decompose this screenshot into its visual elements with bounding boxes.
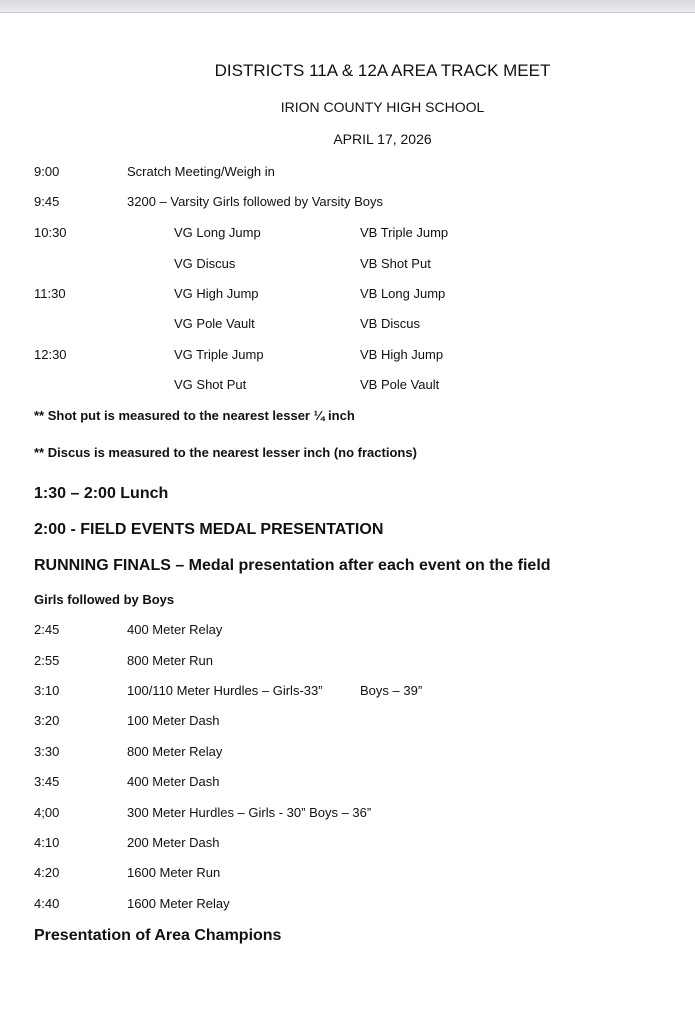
field-boys-event: VB Long Jump — [360, 286, 446, 301]
page-title: DISTRICTS 11A & 12A AREA TRACK MEET — [214, 61, 551, 80]
discus-note: ** Discus is measured to the nearest lesser inch (no fractions) — [34, 445, 417, 460]
running-finals-heading: RUNNING FINALS – Medal presentation after each event on the field — [34, 557, 551, 574]
running-event: 1600 Meter Run — [127, 865, 221, 880]
field-girls-event: VG Long Jump — [174, 225, 261, 240]
field-time: 12:30 — [34, 347, 67, 362]
field-time: 11:30 — [34, 286, 66, 301]
field-girls-event: VG High Jump — [174, 286, 259, 301]
running-time: 2:55 — [34, 653, 60, 668]
closing-heading: Presentation of Area Champions — [34, 927, 282, 944]
field-medal-heading: 2:00 - FIELD EVENTS MEDAL PRESENTATION — [34, 521, 384, 538]
running-time: 4:10 — [34, 835, 60, 850]
order-subheading: Girls followed by Boys — [34, 592, 175, 607]
schedule-event: Scratch Meeting/Weigh in — [127, 164, 275, 179]
field-girls-event: VG Shot Put — [174, 377, 247, 392]
lunch-heading: 1:30 – 2:00 Lunch — [34, 485, 169, 502]
running-event: 100 Meter Dash — [127, 713, 220, 728]
running-time: 4:20 — [34, 865, 60, 880]
school-name: IRION COUNTY HIGH SCHOOL — [280, 99, 485, 115]
running-time: 2:45 — [34, 622, 60, 637]
field-girls-event: VG Pole Vault — [174, 316, 255, 331]
shot-put-note: ** Shot put is measured to the nearest lesser ¼ inch — [34, 408, 355, 423]
running-event-extra: Boys – 39” — [360, 683, 423, 698]
running-time: 3:20 — [34, 713, 60, 728]
field-boys-event: VB Pole Vault — [360, 377, 440, 392]
field-boys-event: VB Discus — [360, 316, 420, 331]
running-event: 800 Meter Relay — [127, 744, 223, 759]
field-boys-event: VB Shot Put — [360, 256, 431, 271]
running-event: 100/110 Meter Hurdles – Girls-33” — [127, 683, 323, 698]
schedule-time: 9:00 — [34, 164, 60, 179]
meet-date: APRIL 17, 2026 — [333, 131, 432, 147]
running-time: 3:45 — [34, 774, 60, 789]
running-time: 3:10 — [34, 683, 60, 698]
schedule-event: 3200 – Varsity Girls followed by Varsity Boys — [127, 194, 384, 209]
running-event: 800 Meter Run — [127, 653, 213, 668]
running-event: 1600 Meter Relay — [127, 896, 230, 911]
field-girls-event: VG Triple Jump — [174, 347, 264, 362]
field-girls-event: VG Discus — [174, 256, 236, 271]
field-boys-event: VB Triple Jump — [360, 225, 449, 240]
running-time: 3:30 — [34, 744, 60, 759]
running-event: 400 Meter Relay — [127, 622, 223, 637]
running-time: 4;00 — [34, 805, 60, 820]
running-event: 200 Meter Dash — [127, 835, 220, 850]
running-time: 4:40 — [34, 896, 60, 911]
field-boys-event: VB High Jump — [360, 347, 444, 362]
field-time: 10:30 — [34, 225, 67, 240]
schedule-time: 9:45 — [34, 194, 60, 209]
running-event: 400 Meter Dash — [127, 774, 220, 789]
running-event: 300 Meter Hurdles – Girls - 30” Boys – 36” — [127, 805, 372, 820]
